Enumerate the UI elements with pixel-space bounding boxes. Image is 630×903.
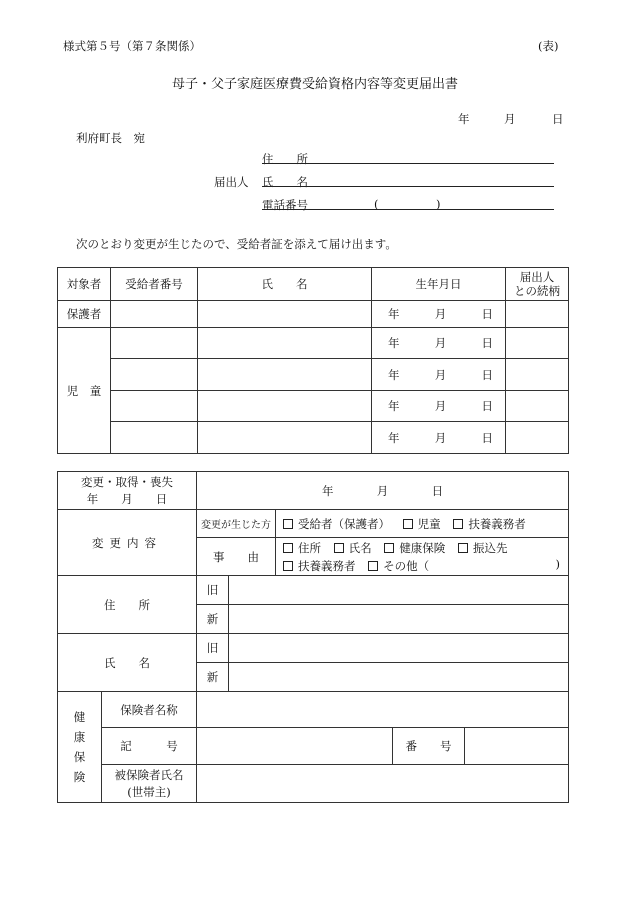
header-target: 対象者 bbox=[58, 268, 111, 301]
symbol-label: 記 号 bbox=[102, 728, 197, 765]
child-name-cell[interactable] bbox=[198, 328, 372, 359]
guardian-label: 保護者 bbox=[58, 301, 111, 328]
change-party-label: 変更が生じた方 bbox=[197, 510, 276, 538]
child-row bbox=[58, 359, 569, 391]
date-month: 月 bbox=[434, 336, 447, 350]
date-year: 年 bbox=[388, 430, 400, 445]
guardian-number-cell[interactable] bbox=[111, 301, 198, 328]
number-label: 番 号 bbox=[393, 728, 465, 765]
header-birth: 生年月日 bbox=[372, 268, 506, 301]
insured-name-label bbox=[102, 765, 197, 803]
option-insurance[interactable] bbox=[384, 541, 445, 555]
address-old-cell[interactable] bbox=[229, 576, 569, 605]
date-day: 日 bbox=[481, 367, 493, 382]
checkbox-icon bbox=[334, 543, 344, 553]
header-name: 氏 名 bbox=[198, 268, 372, 301]
checkbox-icon bbox=[283, 561, 293, 571]
option-label: 扶養義務者 bbox=[468, 516, 526, 531]
date-month: 月 bbox=[434, 430, 447, 445]
applicant-name-label: 氏 名 bbox=[262, 175, 308, 189]
change-party-options bbox=[276, 510, 569, 538]
child-relation-cell[interactable] bbox=[506, 328, 569, 359]
insurer-name-cell[interactable] bbox=[197, 692, 569, 728]
child-number-cell[interactable] bbox=[111, 422, 198, 454]
phone-line[interactable] bbox=[262, 209, 554, 210]
insurance-char: 健 bbox=[73, 710, 86, 724]
guardian-row bbox=[58, 301, 569, 328]
checkbox-icon bbox=[283, 519, 293, 529]
date-day: 日 bbox=[481, 399, 493, 413]
applicant-label: 届出人 bbox=[214, 175, 249, 189]
checkbox-icon bbox=[403, 519, 413, 529]
header-number: 受給者番号 bbox=[111, 268, 198, 301]
child-relation-cell[interactable] bbox=[506, 359, 569, 391]
table-header-row bbox=[58, 268, 569, 301]
header-month: 月 bbox=[504, 112, 516, 126]
change-party-row bbox=[58, 510, 569, 538]
old-label: 旧 bbox=[197, 634, 229, 663]
new-label: 新 bbox=[197, 605, 229, 634]
change-type-line1: 変更・取得・喪失 bbox=[81, 474, 173, 489]
guardian-birth-cell[interactable] bbox=[372, 301, 506, 328]
other-close-paren: ) bbox=[555, 557, 561, 571]
checkbox-icon bbox=[453, 519, 463, 529]
name-old-row bbox=[58, 634, 569, 663]
name-new-cell[interactable] bbox=[229, 663, 569, 692]
option-label: 住所 bbox=[298, 540, 321, 555]
insurance-label bbox=[58, 692, 102, 803]
checkbox-icon bbox=[458, 543, 468, 553]
guardian-name-cell[interactable] bbox=[198, 301, 372, 328]
new-label: 新 bbox=[197, 663, 229, 692]
child-birth-cell[interactable] bbox=[372, 391, 506, 422]
checkbox-icon bbox=[384, 543, 394, 553]
child-name-cell[interactable] bbox=[198, 359, 372, 391]
date-year: 年 bbox=[388, 307, 400, 321]
change-date-cell[interactable] bbox=[197, 472, 569, 510]
insurance-char: 保 bbox=[73, 750, 86, 764]
header-relation bbox=[506, 268, 569, 301]
child-birth-cell[interactable] bbox=[372, 328, 506, 359]
insurer-name-label: 保険者名称 bbox=[102, 692, 197, 728]
date-year: 年 bbox=[321, 483, 334, 498]
child-number-cell[interactable] bbox=[111, 359, 198, 391]
date-month: 月 bbox=[434, 367, 447, 382]
option-other[interactable] bbox=[368, 559, 429, 573]
change-content-label: 変更内容 bbox=[58, 510, 197, 576]
address-line[interactable] bbox=[262, 163, 554, 164]
option-label: 扶養義務者 bbox=[298, 558, 356, 573]
header-year: 年 bbox=[458, 112, 470, 126]
reason-label: 事 由 bbox=[197, 538, 276, 576]
symbol-number-row bbox=[58, 728, 569, 765]
applicant-phone-label: 電話番号 bbox=[262, 198, 308, 212]
child-row bbox=[58, 422, 569, 454]
name-old-cell[interactable] bbox=[229, 634, 569, 663]
address-new-cell[interactable] bbox=[229, 605, 569, 634]
change-date-row bbox=[58, 472, 569, 510]
old-label: 旧 bbox=[197, 576, 229, 605]
child-name-cell[interactable] bbox=[198, 391, 372, 422]
child-birth-cell[interactable] bbox=[372, 422, 506, 454]
child-name-cell[interactable] bbox=[198, 422, 372, 454]
option-label: 受給者（保護者） bbox=[298, 516, 390, 531]
date-month: 月 bbox=[434, 399, 447, 413]
guardian-relation-cell[interactable] bbox=[506, 301, 569, 328]
symbol-cell[interactable] bbox=[197, 728, 393, 765]
name-line[interactable] bbox=[262, 186, 554, 187]
option-bank[interactable] bbox=[458, 541, 508, 555]
address-label: 住 所 bbox=[58, 576, 197, 634]
option-label: 健康保険 bbox=[399, 540, 446, 555]
insured-name-line2: (世帯主) bbox=[127, 784, 171, 799]
insurer-row bbox=[58, 692, 569, 728]
option-child[interactable] bbox=[403, 517, 441, 531]
header-relation-line1: 届出人 bbox=[519, 270, 555, 284]
option-name[interactable] bbox=[334, 541, 372, 555]
change-type-label bbox=[58, 472, 197, 510]
option-dependent[interactable] bbox=[453, 517, 526, 531]
change-date-line2: 年 月 日 bbox=[86, 491, 168, 506]
beneficiary-table bbox=[57, 267, 569, 454]
child-number-cell[interactable] bbox=[111, 391, 198, 422]
header-relation-line2: との続柄 bbox=[514, 284, 560, 298]
child-number-cell[interactable] bbox=[111, 328, 198, 359]
child-birth-cell[interactable] bbox=[372, 359, 506, 391]
child-relation-cell[interactable] bbox=[506, 391, 569, 422]
name-label: 氏 名 bbox=[58, 634, 197, 692]
child-row bbox=[58, 391, 569, 422]
header-day: 日 bbox=[552, 112, 564, 126]
form-number: 様式第５号（第７条関係） bbox=[63, 39, 201, 53]
date-day: 日 bbox=[481, 336, 493, 350]
address-old-row bbox=[58, 576, 569, 605]
date-day: 日 bbox=[481, 430, 493, 445]
option-label: 振込先 bbox=[472, 540, 508, 555]
option-label: 氏名 bbox=[348, 540, 372, 555]
insurance-char: 険 bbox=[73, 770, 86, 784]
reason-options bbox=[276, 538, 569, 576]
insured-name-line1: 被保険者氏名 bbox=[114, 767, 184, 782]
date-month: 月 bbox=[434, 307, 447, 321]
date-month: 月 bbox=[376, 483, 389, 498]
checkbox-icon bbox=[368, 561, 378, 571]
child-label: 児 童 bbox=[58, 328, 111, 454]
child-row bbox=[58, 328, 569, 359]
phone-close-paren: ) bbox=[436, 197, 441, 211]
option-reason-dependent[interactable] bbox=[283, 559, 356, 573]
intro-text: 次のとおり変更が生じたので、受給者証を添えて届け出ます。 bbox=[76, 237, 397, 251]
date-year: 年 bbox=[388, 399, 400, 413]
form-title: 母子・父子家庭医療費受給資格内容等変更届出書 bbox=[171, 77, 458, 92]
side-label: (表) bbox=[538, 39, 559, 53]
insured-name-cell[interactable] bbox=[197, 765, 569, 803]
option-label: その他（ bbox=[383, 558, 430, 573]
insured-row bbox=[58, 765, 569, 803]
insurance-char: 康 bbox=[73, 730, 86, 744]
date-year: 年 bbox=[388, 367, 400, 382]
option-label: 児童 bbox=[417, 516, 441, 531]
change-table bbox=[57, 471, 569, 803]
date-day: 日 bbox=[481, 307, 493, 321]
option-address[interactable] bbox=[283, 541, 321, 555]
date-year: 年 bbox=[388, 336, 400, 350]
phone-open-paren: ( bbox=[374, 197, 379, 211]
addressee: 利府町長 宛 bbox=[76, 131, 145, 145]
date-day: 日 bbox=[431, 483, 444, 498]
checkbox-icon bbox=[283, 543, 293, 553]
option-beneficiary[interactable] bbox=[283, 517, 390, 531]
applicant-address-label: 住 所 bbox=[262, 152, 308, 166]
child-relation-cell[interactable] bbox=[506, 422, 569, 454]
number-cell[interactable] bbox=[465, 728, 569, 765]
